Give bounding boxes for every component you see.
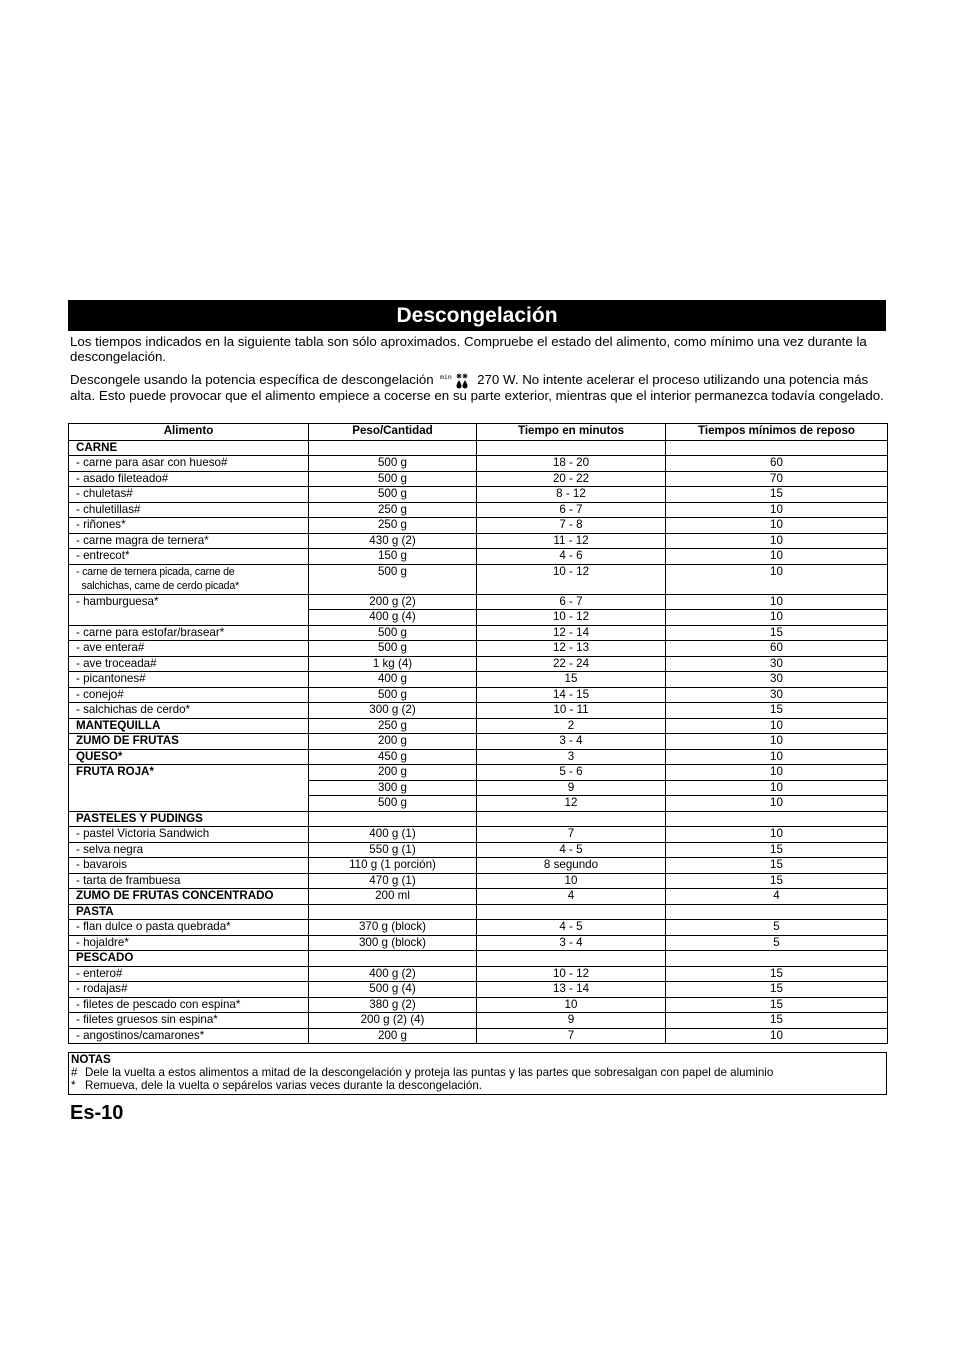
cell-time: 5 - 6 [477,765,666,781]
cell-rest: 5 [666,935,888,951]
table-row [69,920,888,936]
table-header-row [69,424,888,441]
note-text: Dele la vuelta a estos alimentos a mitad de la descongelación y proteja las puntas y las partes que sobresalgan con papel de aluminio [85,1066,774,1080]
cell-rest [666,440,888,456]
cell-weight: 400 g (1) [309,827,477,843]
table-row [69,687,888,703]
table-row [69,518,888,534]
table-row [69,982,888,998]
cell-weight: 370 g (block) [309,920,477,936]
defrost-icon [440,373,470,389]
cell-food: - carne para asar con hueso# [69,456,309,472]
cell-time: 3 - 4 [477,935,666,951]
cell-rest: 15 [666,487,888,503]
table-row [69,811,888,827]
table-row [69,951,888,967]
cell-rest: 10 [666,594,888,610]
defrost-icon-label: min [440,373,453,381]
cell-weight: 550 g (1) [309,842,477,858]
cell-time: 8 - 12 [477,487,666,503]
cell-rest: 60 [666,456,888,472]
cell-rest: 30 [666,656,888,672]
table-row [69,1028,888,1044]
cell-food-line: - carne de ternera picada, carne de [76,565,235,578]
cell-time: 7 - 8 [477,518,666,534]
cell-time: 10 - 12 [477,610,666,626]
header-weight: Peso/Cantidad [309,424,477,441]
cell-rest: 60 [666,641,888,657]
cell-rest: 10 [666,533,888,549]
page-number: Es-10 [70,1102,124,1124]
cell-weight: 250 g [309,502,477,518]
table-row [69,749,888,765]
cell-time [477,811,666,827]
cell-food: - hamburguesa* [69,594,309,625]
cell-time: 10 - 11 [477,703,666,719]
cell-food: - pastel Victoria Sandwich [69,827,309,843]
cell-food: - riñones* [69,518,309,534]
header-time: Tiempo en minutos [477,424,666,441]
intro-text-before-icon: Descongele usando la potencia específica de descongelación [70,372,434,387]
cell-rest: 10 [666,796,888,812]
cell-weight: 200 ml [309,889,477,905]
cell-rest: 15 [666,982,888,998]
cell-time: 12 - 13 [477,641,666,657]
cell-time: 15 [477,672,666,688]
cell-weight: 110 g (1 porción) [309,858,477,874]
cell-weight: 450 g [309,749,477,765]
cell-time: 10 [477,873,666,889]
cell-food: - chuletillas# [69,502,309,518]
cell-rest: 10 [666,1028,888,1044]
cell-food: - filetes gruesos sin espina* [69,1013,309,1029]
table-row [69,641,888,657]
cell-weight: 400 g [309,672,477,688]
cell-weight: 200 g [309,765,477,781]
cell-time: 9 [477,780,666,796]
table-row [69,456,888,472]
cell-food: CARNE [69,440,309,456]
cell-food: - flan dulce o pasta quebrada* [69,920,309,936]
cell-food: - carne para estofar/brasear* [69,625,309,641]
cell-weight: 500 g [309,471,477,487]
cell-time [477,904,666,920]
cell-rest: 70 [666,471,888,487]
cell-food: PASTA [69,904,309,920]
note-item [71,1066,886,1079]
cell-weight: 300 g [309,780,477,796]
cell-weight: 470 g (1) [309,873,477,889]
cell-food: MANTEQUILLA [69,718,309,734]
intro-text-after-icon: 270 W. No intente acelerar el proceso utilizando una potencia más alta. Esto puede provocar que el alimento empiece a cocerse en su parte exterior, mientras que el interior permanezca todavía congelado. [70,372,884,403]
table-row [69,502,888,518]
table-row [69,873,888,889]
table-body [69,440,888,1044]
cell-time: 4 - 6 [477,549,666,565]
cell-weight [309,951,477,967]
cell-food: - hojaldre* [69,935,309,951]
cell-time [477,951,666,967]
cell-rest: 10 [666,564,888,594]
table-row [69,471,888,487]
cell-rest: 4 [666,889,888,905]
note-text: Remueva, dele la vuelta o sepárelos varias veces durante la descongelación. [85,1079,483,1093]
table-row [69,858,888,874]
cell-food: - entero# [69,966,309,982]
cell-time: 4 - 5 [477,920,666,936]
cell-rest: 10 [666,827,888,843]
table-row [69,889,888,905]
cell-weight: 500 g [309,625,477,641]
cell-rest: 15 [666,703,888,719]
cell-time: 9 [477,1013,666,1029]
cell-time: 7 [477,827,666,843]
cell-time: 12 [477,796,666,812]
cell-time: 8 segundo [477,858,666,874]
cell-weight: 250 g [309,718,477,734]
cell-food: QUESO* [69,749,309,765]
table-row [69,703,888,719]
cell-food: - salchichas de cerdo* [69,703,309,719]
cell-food: - filetes de pescado con espina* [69,997,309,1013]
cell-time: 4 - 5 [477,842,666,858]
cell-rest: 10 [666,518,888,534]
cell-weight: 200 g [309,1028,477,1044]
note-item [71,1079,886,1092]
cell-rest: 15 [666,842,888,858]
cell-weight [309,811,477,827]
cell-weight [309,904,477,920]
cell-food: - asado fileteado# [69,471,309,487]
cell-weight [309,440,477,456]
table-row [69,487,888,503]
cell-weight: 200 g (2) (4) [309,1013,477,1029]
cell-rest: 10 [666,749,888,765]
cell-weight: 1 kg (4) [309,656,477,672]
cell-weight: 500 g [309,456,477,472]
cell-time: 6 - 7 [477,502,666,518]
cell-time: 18 - 20 [477,456,666,472]
cell-weight: 400 g (2) [309,966,477,982]
cell-rest: 10 [666,718,888,734]
table-row [69,765,888,781]
table-row [69,718,888,734]
cell-rest: 15 [666,966,888,982]
cell-weight: 250 g [309,518,477,534]
cell-rest [666,811,888,827]
table-row [69,904,888,920]
cell-time: 10 [477,997,666,1013]
notes-box [68,1052,887,1095]
defrost-table [68,423,888,1044]
cell-time: 7 [477,1028,666,1044]
cell-food: PESCADO [69,951,309,967]
table-row [69,672,888,688]
cell-food: - selva negra [69,842,309,858]
cell-rest: 15 [666,625,888,641]
cell-weight: 430 g (2) [309,533,477,549]
table-row [69,594,888,610]
cell-weight: 500 g (4) [309,982,477,998]
header-rest: Tiempos mínimos de reposo [666,424,888,441]
cell-weight: 380 g (2) [309,997,477,1013]
cell-rest: 10 [666,502,888,518]
cell-rest: 10 [666,780,888,796]
cell-food: - conejo# [69,687,309,703]
cell-weight: 200 g [309,734,477,750]
cell-weight: 400 g (4) [309,610,477,626]
table-row [69,533,888,549]
cell-food: ZUMO DE FRUTAS [69,734,309,750]
cell-rest: 15 [666,1013,888,1029]
cell-weight: 500 g [309,487,477,503]
cell-rest: 15 [666,997,888,1013]
cell-rest: 10 [666,765,888,781]
cell-food: - rodajas# [69,982,309,998]
cell-food: - chuletas# [69,487,309,503]
table-row [69,997,888,1013]
cell-time: 13 - 14 [477,982,666,998]
cell-food: - entrecot* [69,549,309,565]
cell-weight: 500 g [309,564,477,594]
cell-food: - bavarois [69,858,309,874]
cell-rest [666,951,888,967]
table-row [69,564,888,594]
cell-rest: 30 [666,672,888,688]
cell-rest: 30 [666,687,888,703]
table-row [69,734,888,750]
cell-food: - ave troceada# [69,656,309,672]
cell-food-line: salchichas, carne de cerdo picada* [76,580,239,592]
cell-food: PASTELES Y PUDINGS [69,811,309,827]
table-row [69,935,888,951]
cell-food [69,564,309,594]
cell-time: 3 [477,749,666,765]
cell-food: - carne magra de ternera* [69,533,309,549]
cell-weight: 300 g (2) [309,703,477,719]
cell-food: - angostinos/camarones* [69,1028,309,1044]
cell-time: 10 - 12 [477,966,666,982]
note-marker: * [71,1079,76,1093]
cell-food: - tarta de frambuesa [69,873,309,889]
cell-time: 3 - 4 [477,734,666,750]
cell-rest: 15 [666,873,888,889]
cell-weight: 500 g [309,641,477,657]
cell-weight: 300 g (block) [309,935,477,951]
cell-rest: 5 [666,920,888,936]
table-row [69,549,888,565]
cell-weight: 200 g (2) [309,594,477,610]
cell-food: FRUTA ROJA* [69,765,309,812]
cell-time: 11 - 12 [477,533,666,549]
cell-time: 12 - 14 [477,625,666,641]
cell-time: 4 [477,889,666,905]
cell-time [477,440,666,456]
table-row [69,842,888,858]
header-food: Alimento [69,424,309,441]
cell-weight: 500 g [309,796,477,812]
cell-time: 6 - 7 [477,594,666,610]
notes-title: NOTAS [71,1053,111,1066]
cell-time: 14 - 15 [477,687,666,703]
cell-rest [666,904,888,920]
table-row [69,656,888,672]
page-title: Descongelación [68,300,886,331]
cell-food: ZUMO DE FRUTAS CONCENTRADO [69,889,309,905]
cell-food: - picantones# [69,672,309,688]
note-marker: # [71,1066,78,1080]
table-row [69,966,888,982]
cell-weight: 150 g [309,549,477,565]
cell-weight: 500 g [309,687,477,703]
intro-paragraph-2 [70,373,886,404]
cell-rest: 10 [666,610,888,626]
cell-rest: 10 [666,734,888,750]
cell-time: 10 - 12 [477,564,666,594]
table-row [69,625,888,641]
intro-paragraph-1: Los tiempos indicados en la siguiente tabla son sólo aproximados. Compruebe el estado del alimento, como mínimo una vez durante la descongelación. [70,334,867,364]
table-row [69,827,888,843]
cell-time: 22 - 24 [477,656,666,672]
cell-rest: 10 [666,549,888,565]
table-row [69,440,888,456]
cell-food: - ave entera# [69,641,309,657]
table-row [69,1013,888,1029]
cell-time: 2 [477,718,666,734]
cell-time: 20 - 22 [477,471,666,487]
cell-rest: 15 [666,858,888,874]
